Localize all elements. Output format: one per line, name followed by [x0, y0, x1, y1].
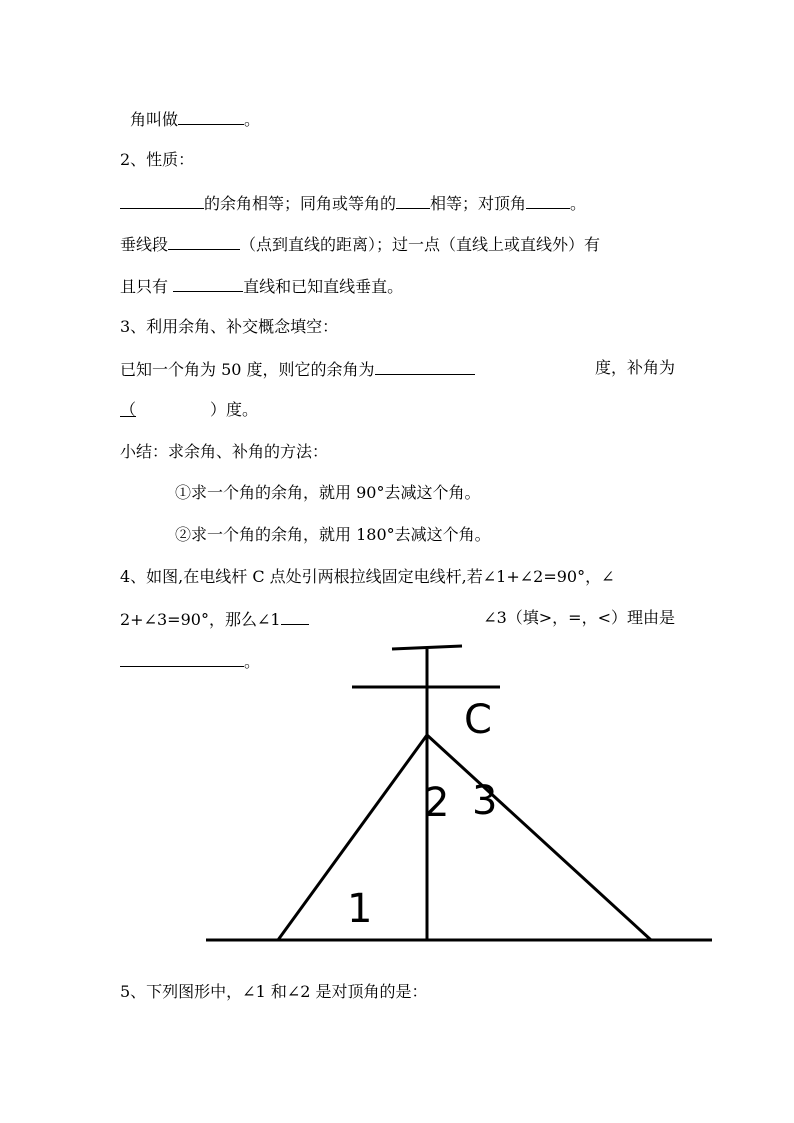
label-angle-3: 3: [472, 778, 498, 824]
q2-blank3[interactable]: [526, 192, 570, 209]
pole-top-bar: [392, 646, 462, 649]
q4-end: 。: [244, 652, 261, 671]
q3-blank1[interactable]: [375, 358, 475, 375]
q3-l1-text-b: 度，补角为: [594, 358, 675, 377]
summary-method2: ②求一个角的余角，就用 180°去减这个角。: [175, 525, 491, 544]
q1-blank[interactable]: [178, 108, 244, 125]
q2-blank5[interactable]: [173, 275, 243, 292]
q2-heading: 2、性质：: [120, 150, 195, 169]
q2-blank2[interactable]: [396, 192, 430, 209]
label-c: C: [464, 697, 492, 743]
q2-l3-text-b: 直线和已知直线垂直。: [243, 277, 404, 296]
label-angle-2: 2: [424, 780, 450, 826]
guy-wire-right: [427, 735, 651, 940]
q3-l1-text-a: 已知一个角为 50 度，则它的余角为: [120, 360, 375, 379]
q2-l2-text-a: 垂线段: [120, 235, 169, 254]
q3-heading: 3、利用余角、补交概念填空：: [120, 317, 339, 336]
q4-line2: [120, 608, 675, 630]
q3-line1: [120, 358, 675, 380]
summary-heading: 小结：求余角、补角的方法：: [120, 442, 329, 461]
q5-line: 5、下列图形中，∠1 和∠2 是对顶角的是：: [120, 982, 428, 1001]
q4-l2-text-a: 2+∠3=90°，那么∠1: [120, 610, 281, 629]
q1-line: [130, 108, 260, 130]
q1-end: 。: [244, 110, 261, 129]
pole-figure: [0, 640, 794, 960]
q2-l3-text-a: 且只有: [120, 277, 169, 296]
q2-l2-text-b: （点到直线的距离）；过一点（直线上或直线外）有: [240, 235, 601, 254]
q1-text: 角叫做: [130, 110, 179, 129]
q4-l2-text-b: ∠3（填>，=，<）理由是: [483, 608, 675, 627]
q2-line1: [120, 192, 586, 214]
label-angle-1: 1: [347, 886, 373, 932]
q3-line2: [120, 400, 258, 420]
q2-l1-end: 。: [570, 194, 587, 213]
q4-blank1[interactable]: [281, 608, 309, 625]
q2-blank1[interactable]: [120, 192, 204, 209]
q2-line3: [120, 275, 403, 297]
q2-line2: [120, 233, 600, 255]
q2-blank4[interactable]: [168, 233, 240, 250]
q3-l2-close: ）度。: [210, 400, 259, 419]
q3-open-paren: （: [120, 400, 137, 419]
q2-l1-text-a: 的余角相等；同角或等角的: [204, 194, 397, 213]
summary-method1: ①求一个角的余角，就用 90°去减这个角。: [175, 483, 481, 502]
q4-line1: 4、如图,在电线杆 C 点处引两根拉线固定电线杆,若∠1+∠2=90°，∠: [120, 567, 615, 586]
q2-l1-text-b: 相等；对顶角: [430, 194, 527, 213]
